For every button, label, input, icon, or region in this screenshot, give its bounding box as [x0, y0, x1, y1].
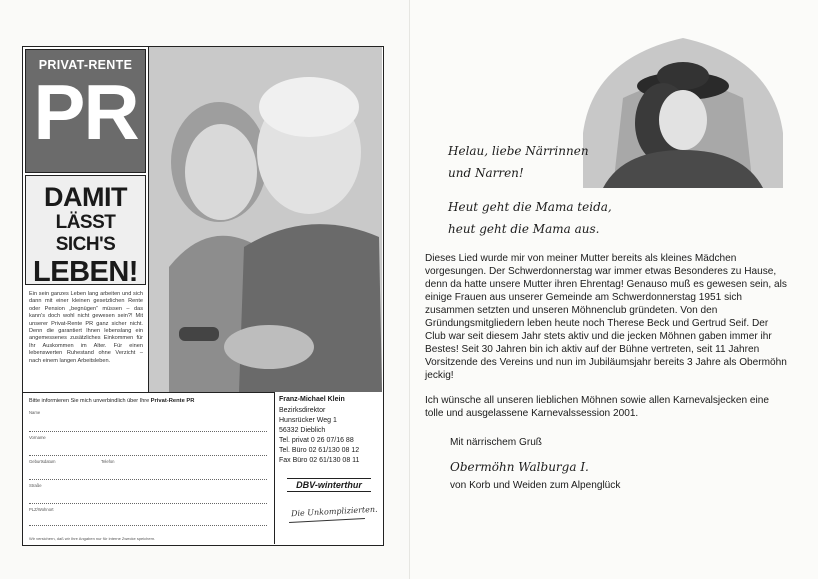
letter-wish: Ich wünsche all unseren lieblichen Möhnen sowie allen Karnevalsjecken eine tolle und ausgelassene Karnevalssession 2001. — [425, 395, 769, 419]
letter-body: Dieses Lied wurde mir von meiner Mutter bereits als kleines Mädchen vorgesungen. Der Schwerdonnerstag war immer etwas Besonderes zu Hause, denn da hatte unsere Mutter ihren Ehrentag! Genauso muß es gewesen sein, als einige Frauen aus unserer Gemeinde am Schwerdonnerstag 1951 sich zusammen setzten und unseren Möhnenclub gründeten. Von den Gründungsmitgliedern leben heute noch Therese Beck und Gertrud Seif. Der Club war seit diesem Jahr stets aktiv und die jecken Möhnen gaben immer ihr Bestes! Seit 30 Jahren bin ich aktiv auf der Bühne vertreten, seit 11 Jahren Vorsitzende des Vereins und nun im Jubiläumsjahr bereits 3 Jahre als Obermöhn jeckig! — [425, 253, 787, 381]
vorname-field[interactable] — [29, 455, 267, 456]
slogan-line-3: LEBEN! — [33, 256, 138, 288]
agent-name: Franz-Michael Klein — [279, 396, 345, 403]
agent-street: Hunsrücker Weg 1 — [279, 417, 337, 424]
lyric-line-1: Heut geht die Mama teida, — [448, 200, 612, 214]
form-footer: Wir versichern, daß wir Ihre Angaben nur für interne Zwecke speichern. — [29, 536, 156, 541]
pr-top-label: PRIVAT-RENTE — [38, 58, 133, 72]
tel-privat: Tel. privat 0 26 07/16 88 — [279, 437, 354, 444]
dbv-winterthur-logo: DBV-winterthur — [287, 478, 371, 492]
slogan-line-2: LÄSST SICH'S — [55, 212, 116, 255]
letter-closing: Mit närrischem Gruß — [450, 437, 542, 448]
plz-field[interactable] — [29, 525, 267, 526]
slogan-line-1: DAMIT — [44, 182, 127, 212]
letter-greeting — [448, 140, 589, 184]
song-lyric — [448, 196, 612, 240]
form-product-name: Privat-Rente PR — [150, 398, 195, 404]
brand-tagline: Die Unkomplizierten. — [290, 504, 378, 519]
privat-rente-advertisement — [22, 46, 384, 546]
geburtsdatum-label: Geburtsdatum — [29, 459, 56, 464]
obermoehn-portrait — [583, 38, 783, 188]
greeting-line-2: und Narren! — [448, 166, 524, 180]
ad-text-column — [23, 47, 149, 392]
name-field[interactable] — [29, 431, 267, 432]
fax-buero: Fax Büro 02 61/130 08 11 — [279, 457, 360, 464]
couple-photo-illustration — [149, 47, 382, 392]
letter-signature: Obermöhn Walburga I. — [450, 460, 589, 474]
lyric-line-2: heut geht die Mama aus. — [448, 222, 600, 236]
telefon-label: Telefon — [101, 459, 115, 464]
agent-title: Bezirksdirektor — [279, 407, 326, 414]
pr-logo-block — [25, 49, 146, 173]
tagline-underline — [289, 518, 365, 523]
greeting-line-1: Helau, liebe Närrinnen — [448, 144, 589, 158]
info-request-form — [23, 392, 275, 544]
form-intro: Bitte informieren Sie mich unverbindlich über Ihre Privat-Rente PR — [29, 398, 195, 404]
geburtsdatum-telefon-field[interactable] — [29, 479, 267, 480]
vorname-label: Vorname — [29, 435, 46, 440]
strasse-label: Straße — [29, 483, 42, 488]
name-label: Name — [29, 410, 41, 415]
couple-photo — [149, 47, 382, 392]
ad-slogan — [25, 175, 146, 288]
tel-buero: Tel. Büro 02 61/130 08 12 — [279, 447, 360, 454]
strasse-field[interactable] — [29, 503, 267, 504]
agent-contact — [275, 392, 382, 544]
plz-label: PLZ/Wohnort — [29, 507, 54, 512]
pr-big-letters: PR — [33, 68, 138, 156]
portrait-illustration — [583, 38, 783, 188]
ad-body-text: Ein sein ganzes Leben lang arbeiten und sich dann mit einer kleinen gesetzlichen Rente oder Pension „begnügen“ müssen – das kann's doch wohl nicht gewesen sein?! Mit unserer Privat-Rente PR ganz sicher nicht. Denn die garantiert Ihnen lebenslang ein angemessenes zusätzliches Einkommen für Ihr Auskommen im Alter. Für einen lebenswerten Ruhestand ohne Verzicht – nach einem langen Arbeitsleben. — [29, 291, 143, 364]
signature-organization: von Korb und Weiden zum Alpenglück — [450, 480, 621, 491]
agent-city: 56332 Dieblich — [279, 427, 326, 434]
